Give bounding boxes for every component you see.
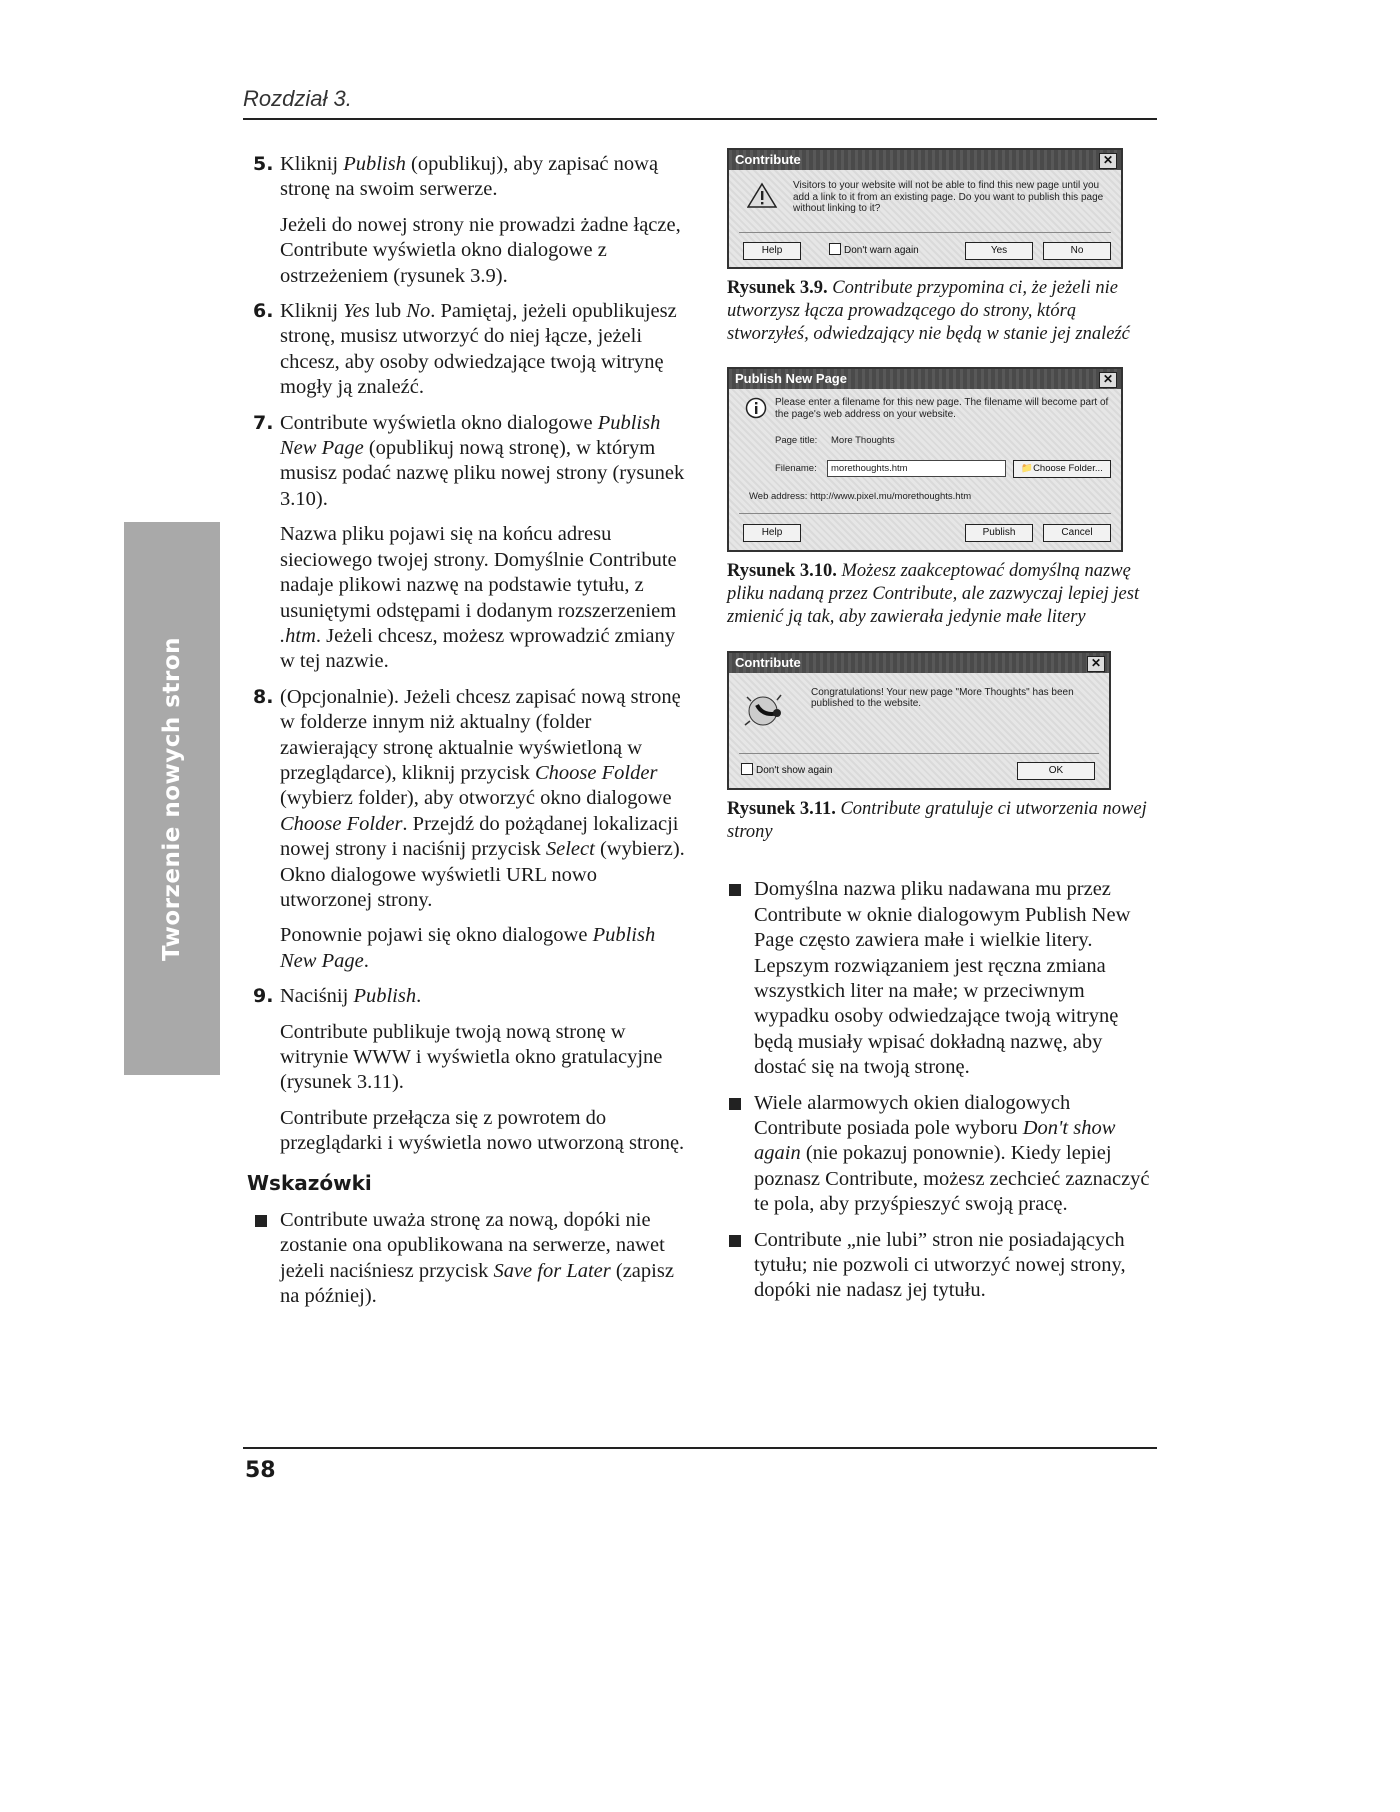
choose-folder-label: Choose Folder... <box>1033 463 1103 475</box>
tip-item <box>253 1208 693 1310</box>
text-italic: .htm <box>280 624 316 647</box>
warning-icon <box>747 182 777 208</box>
text: . Jeżeli chcesz, możesz wprowadzić zmiany w tej nazwie. <box>280 624 676 673</box>
step-8 <box>253 685 693 914</box>
caption-text: Możesz zaakceptować domyślną nazwę pliku nadaną przez Contribute, ale zazwyczaj lepiej jest zmienić ją tak, aby zawierała jedynie małe litery <box>727 561 1140 627</box>
caption-text: Contribute gratuluje ci utworzenia nowej strony <box>727 798 1147 842</box>
figure-caption <box>727 560 1159 628</box>
sidebar-label: Tworzenie nowych stron <box>159 636 185 961</box>
step-number: 9. <box>253 985 274 1008</box>
chapter-header: Rozdział 3. <box>243 86 352 111</box>
page-title-value: More Thoughts <box>831 435 895 447</box>
help-button[interactable]: Help <box>743 524 801 542</box>
text: (wybierz). Okno dialogowe wyświetli URL nowo utworzonej strony. <box>280 838 685 911</box>
text: . Pamiętaj, jeżeli opublikujesz stronę, musisz utworzyć do niej łącze, jeżeli chcesz, aby osoby odwiedzające twoją witrynę mogły ją znaleźć. <box>280 300 677 399</box>
text-italic: Publish <box>353 985 417 1008</box>
filename-input[interactable]: morethoughts.htm <box>827 460 1006 477</box>
close-icon[interactable]: ✕ <box>1099 153 1117 169</box>
step-5 <box>253 152 693 203</box>
ok-button[interactable]: OK <box>1017 762 1095 780</box>
step-number: 5. <box>253 153 274 175</box>
text: . Przejdź do pożądanej lokalizacji nowej strony i naciśnij przycisk <box>280 812 679 861</box>
text: . <box>416 985 422 1008</box>
choose-folder-button[interactable] <box>1013 460 1111 478</box>
divider <box>739 753 1099 754</box>
header-rule <box>243 118 1157 120</box>
page-title-label: Page title: <box>775 435 818 447</box>
text: Kliknij <box>280 153 344 175</box>
step-9 <box>253 984 693 1009</box>
text: Kliknij <box>280 300 344 323</box>
right-column <box>727 148 1159 1314</box>
paragraph: Jeżeli do nowej strony nie prowadzi żadne łącze, Contribute wyświetla okno dialogowe z ostrzeżeniem (rysunek 3.9). <box>280 213 681 287</box>
step-number: 8. <box>253 685 274 708</box>
text: (zapisz na później). <box>280 1259 674 1308</box>
text-italic: No <box>406 300 431 323</box>
text: (opublikuj), aby zapisać nową stronę na swoim serwerze. <box>280 153 659 201</box>
text: (Opcjonalnie). Jeżeli chcesz zapisać nową stronę w folderze innym niż aktualny (folder zawierający stronę aktualnie wyświetloną w przeglądarce), kliknij przycisk <box>280 685 681 784</box>
web-address-text: Web address: http://www.pixel.mu/morethoughts.htm <box>749 491 972 503</box>
celebration-icon <box>741 687 789 735</box>
text-italic: Select <box>545 838 595 861</box>
close-icon[interactable]: ✕ <box>1099 372 1117 388</box>
text-italic: Publish New Page <box>280 411 661 460</box>
paragraph <box>253 923 693 974</box>
cancel-button[interactable]: Cancel <box>1043 524 1111 542</box>
yes-button[interactable]: Yes <box>965 242 1033 260</box>
step-6 <box>253 299 693 401</box>
contribute-congratulations-dialog <box>727 651 1111 790</box>
text: . <box>363 949 369 972</box>
figure-caption <box>727 798 1159 844</box>
divider <box>739 513 1111 514</box>
publish-button[interactable]: Publish <box>965 524 1033 542</box>
dialog-title: Contribute <box>729 150 1121 170</box>
text-italic: Yes <box>343 300 370 323</box>
text: lub <box>369 300 407 323</box>
caption-text: Contribute przypomina ci, że jeżeli nie utworzysz łącza prowadzącego do strony, którą stworzyłeś, odwiedzający nie będą w stanie jej znaleźć <box>727 278 1130 344</box>
dialog-title: Publish New Page <box>729 369 1121 389</box>
divider <box>739 232 1111 233</box>
text: Contribute wyświetla okno dialogowe <box>280 411 598 434</box>
text-italic: Don't show again <box>754 1117 1116 1165</box>
text: Wiele alarmowych okien dialogowych Contribute posiada pole wyboru <box>754 1091 1071 1140</box>
caption-label: Rysunek 3.9. <box>727 278 828 298</box>
filename-label: Filename: <box>775 463 817 475</box>
text-italic: Choose Folder <box>535 761 658 784</box>
left-column <box>247 152 693 1320</box>
publish-new-page-dialog <box>727 367 1123 552</box>
contribute-warning-dialog <box>727 148 1123 269</box>
dont-warn-again-checkbox[interactable]: Don't warn again <box>829 243 919 258</box>
text-italic: Publish New Page <box>280 924 656 972</box>
tip-item: Contribute „nie lubi” stron nie posiadających tytułu; nie pozwoli ci utworzyć nowej strony, dopóki nie nadasz jej tytułu. <box>727 1228 1159 1304</box>
figure-caption <box>727 277 1159 345</box>
dont-show-again-checkbox[interactable]: Don't show again <box>741 763 832 778</box>
sidebar-tab <box>124 522 220 1075</box>
page-number: 58 <box>245 1458 276 1483</box>
text-italic: Save for Later <box>493 1259 611 1282</box>
text: (wybierz folder), aby otworzyć okno dialogowe <box>280 787 672 810</box>
text: Contribute uważa stronę za nową, dopóki nie zostanie ona opublikowana na serwerze, nawet jeżeli naciśniesz przycisk <box>280 1209 665 1282</box>
dialog-message: Please enter a filename for this new page. The filename will become part of the page's web address on your website. <box>775 397 1109 420</box>
step-number: 6. <box>253 300 274 323</box>
caption-label: Rysunek 3.11. <box>727 798 836 819</box>
text-italic: Choose Folder <box>280 812 403 835</box>
caption-label: Rysunek 3.10. <box>727 561 837 582</box>
tips-heading: Wskazówki <box>247 1170 372 1195</box>
step-7 <box>253 411 693 513</box>
text: (nie pokazuj ponownie). Kiedy lepiej poznasz Contribute, możesz zechcieć zaznaczyć te pola, aby przyśpieszyć swoją pracę. <box>754 1142 1150 1216</box>
dialog-message: Visitors to your website will not be able to find this new page until you add a link to it from an existing page. Do you want to publish this page without linking to it? <box>793 180 1104 214</box>
folder-icon: 📁 <box>1021 463 1034 475</box>
tip-item <box>727 1091 1159 1218</box>
text-italic: Publish <box>343 153 406 175</box>
tip-item: Domyślna nazwa pliku nadawana mu przez Contribute w oknie dialogowym Publish New Page często zawiera małe i wielkie litery. Lepszym rozwiązaniem jest ręczna zmiana wszystkich liter na małe; w przeciwnym wypadku osoby odwiedzające twoją witrynę będą musiały wpisać dokładną nazwę, aby dostać się na twoją stronę. <box>727 877 1159 1080</box>
text: (opublikuj nową stronę), w którym musisz podać nazwę pliku nowej strony (rysunek 3.10). <box>280 437 685 510</box>
paragraph: Contribute publikuje twoją nową stronę w witrynie WWW i wyświetla okno gratulacyjne (rysunek 3.11). <box>280 1020 663 1094</box>
help-button[interactable]: Help <box>743 242 801 260</box>
text: Nazwa pliku pojawi się na końcu adresu sieciowego twojej strony. Domyślnie Contribute nadaje plikowi nazwę na podstawie tytułu, z usuniętymi odstępami i dodanym rozszerzeniem <box>280 523 677 622</box>
text: Ponownie pojawi się okno dialogowe <box>280 924 593 947</box>
info-icon <box>745 397 767 419</box>
step-number: 7. <box>253 411 274 434</box>
dialog-message: Congratulations! Your new page "More Thoughts" has been published to the website. <box>811 686 1074 710</box>
close-icon[interactable]: ✕ <box>1087 656 1105 672</box>
paragraph: Contribute przełącza się z powrotem do przeglądarki i wyświetla nowo utworzoną stronę. <box>280 1106 685 1155</box>
dialog-title: Contribute <box>729 653 1109 673</box>
paragraph <box>253 522 693 674</box>
footer-rule <box>243 1447 1157 1449</box>
text: Naciśnij <box>280 985 354 1008</box>
no-button[interactable]: No <box>1043 242 1111 260</box>
